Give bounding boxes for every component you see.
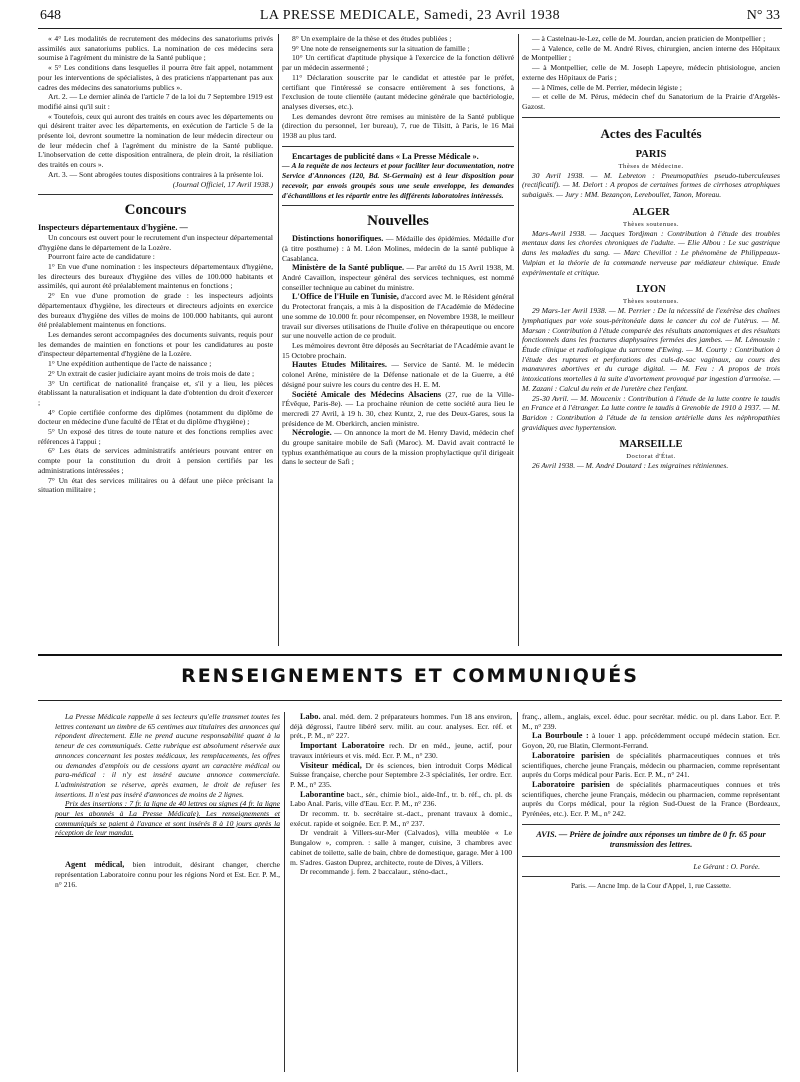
column-divider (518, 34, 519, 646)
paragraph: « 5° Les conditions dans lesquelles il pourra être fait appel, notamment pour les interventions de spécialistes, à des praticiens n'appartenant pas aux cadres des médecins des sanatoriums publics ». (38, 63, 273, 92)
ad-text: Dr recommande j. fem. 2 baccalaur., sténo-dact., (300, 867, 448, 877)
ad-text: franç., allem., anglais, excel. éduc. pour secrétar. médic. ou pl. dans Labor. Ecr. P. M., n° 239. (522, 712, 780, 731)
avis-notice: AVIS. — Prière de joindre aux réponses un timbre de 0 fr. 65 pour transmission des lettres. (536, 829, 766, 850)
ad-text: Dr ès sciences, bien introduit Corps Médical Suisse française, cherche pour Septembre 2-3 spécialités, 1er ordre. Ecr. P. M., n° 235. (290, 760, 512, 789)
column-divider (278, 34, 279, 646)
ad-heading: Agent médical, (65, 860, 125, 870)
item-heading: L'Office de l'Huile en Tunisie, (292, 292, 399, 302)
item-text: d'accord avec M. le Résident général du Protectorat français, a mis à la disposition de l'Académie de Médecine une somme de 10.000 fr. pour récompenser, en Novembre 1938, le meilleur travail sur diverses utilisations de l'huile d'olive en thérapeutique ou encore sur une nouvelle action de ce produit. (282, 292, 514, 341)
paragraph: 1° En vue d'une nomination : les inspecteurs départementaux d'hygiène, les directeurs des bureaux d'hygiène des villes de 100.000 habitants et assimilés, qui auront été préalablement maintenus en fonctions ; (38, 262, 273, 291)
notice-text: La Presse Médicale rappelle à ses lecteurs qu'elle transmet toutes les lettres contenant un timbre de 65 centimes aux titulaires des annonces qui répondent directement. Elle ne prend aucune responsabilité quant à la teneur de ces communiqués. Cette rubrique est absolument réservée aux annonces concernant les postes médicaux, les remplacements, les offres ou demandes d'emplois ou de cessions ayant un caractère médical ou para-médical : il n'y est inséré aucune annonce commerciale. L'administration se réserve, après examen, le droit de refuser les insertions. Il n'est pas inséré d'annonces de moins de 2 lignes. (55, 712, 280, 799)
section-rule (38, 654, 782, 656)
city-heading-lyon: LYON (636, 284, 666, 296)
paragraph: 29 Mars-1er Avril 1938. — M. Perrier : De la nécessité de l'exérèse des chaînes lymphatiques par voie sous-péritonéale dans le cancer du col de l'utérus. — M. Marsan : Contribution à l'étude comparée des résultats anatomiques et des résultats fonctionnels dans les fractures diaphysaires fermées des jambes. — M. Lémousin : Étude clinique et radiologique du sarcome d'Ewing. — M. Courty : Contribution à l'étude des ruptures et perforations des culs-de-sac vaginaux, au cours des manœuvres abortives et du curage digital. — M. Feu : A propos de trois intoxications mortelles à la suite d'avortement provoqué par ingestion d'armoise. — M. Zazani : Calcul du rein et de l'uretère chez l'enfant. (522, 306, 780, 393)
city-heading-paris: PARIS (635, 148, 667, 160)
paragraph: 25-30 Avril. — M. Moucenix : Contribution à l'étude de la lutte contre le taudis en France et à l'étranger. La lutte contre le taudis à Grenoble de 1910 à 1937. — M. Baridon : Contribution à l'étude de la tension artérielle dans les néphropathies gravidiques avec hypertension. (522, 393, 780, 432)
ad-text: Dr recomm. tr. b. secrétaire st.-dact., prenant travaux à domic., exécut. rapide et soignée. Ecr. P. M., n° 237. (290, 809, 512, 828)
divider (522, 876, 780, 877)
divider (282, 146, 514, 147)
city-heading-alger: ALGER (632, 206, 670, 218)
paragraph: 3° Un certificat de nationalité française et, s'il y a lieu, les pièces établissant la naturalisation et indiquant la date d'obtention du droit d'exercer ; (38, 378, 273, 407)
subheading: Thèses soutenues. (622, 298, 680, 306)
ad-text: de spécialités pharmaceutiques connues et très scientifiques, cherche jeune Français, médecin ou pharmacien, comme représentant auprès du Corps médical, pour la région Sud-Ouest de la France (Bordeaux, Pyrénées, etc.). Ecr. P. M., n° 242. (522, 779, 780, 819)
ad-heading: Visiteur médical, (300, 760, 362, 770)
ad-heading: Laboratoire parisien (532, 750, 610, 760)
divider (522, 117, 780, 118)
paragraph: Mars-Avril 1938. — Jacques Tordjman : Contribution à l'étude des troubles mentaux dans les chorées chroniques de l'adulte. — Elie Albou : Le suc gastrique dans les maladies du sang. — Marc Chevillot : Le phénomène de Philippeaux-Vulpian et la théorie de la commande nerveuse par médiateur chimique. Etude expérimentale et critique. (522, 228, 780, 277)
paragraph: Les demandes devront être remises au ministère de la Santé publique (direction du personnel, 1er bureau), 7, rue de Tilsitt, à Paris, le 16 Mai 1938 au plus tard. (282, 111, 514, 141)
section-title-actes: Actes des Facultés (600, 125, 702, 141)
paragraph: « Toutefois, ceux qui auront des traités en cours avec les départements ou qui désirent traiter avec les départements, en exécution de l'article 5 de la présente loi, devront soumettre la nomination de leur médecin directeur ou de leur médecin chef à l'agrément du ministre de la Santé publique. L'inobservation de cette disposition entraînera, de plein droit, la résiliation des traités en cours ». (38, 111, 273, 170)
subheading: Doctorat d'État. (626, 453, 676, 461)
bottom-column-3 (522, 712, 780, 892)
ad-text: anal. méd. dem. 2 préparateurs hommes. l'un 18 ans environ, déjà dégrossi, l'autre libéré serv. milit. au cour. analyses. Ecr. réf. et prét., P. M., n° 227. (290, 712, 512, 741)
paragraph: 7° Un état des services militaires ou à défaut une pièce précisant la situation militaire ; (38, 475, 273, 495)
paragraph: Pourront faire acte de candidature : (48, 252, 155, 262)
paragraph: 6° Les états de services administratifs antérieurs pouvant entrer en compte pour la constitution du droit à pension certifiés par les administrations intéressées ; (38, 446, 273, 475)
paragraph: 1° Une expédition authentique de l'acte de naissance ; (48, 359, 212, 369)
gerant-signature: Le Gérant : O. Porée. (693, 861, 760, 871)
item-heading: Ministère de la Santé publique. (292, 263, 405, 273)
divider (282, 205, 514, 206)
paragraph: 5° Un exposé des titres de toute nature et des fonctions remplies avec références à l'appui ; (38, 427, 273, 446)
ad-text: rech. Dr en méd., jeune, actif, pour travaux intérieurs et vis. méd. Ecr. P. M., n° 230. (290, 741, 512, 760)
section-rule (38, 700, 782, 701)
paragraph: 11° Déclaration souscrite par le candidat et attestée par le préfet, certifiant que l'intéressé se consacre entièrement à ses fonctions, à l'exclusion de toute clientèle (autant médecine générale que bactériologie, analyses diverses, etc.). (282, 72, 514, 111)
paragraph: Art. 2. — Le dernier alinéa de l'article 7 de la loi du 7 Septembre 1919 est modifié ainsi qu'il suit : (38, 92, 273, 111)
column-3 (522, 34, 780, 471)
column-divider (517, 712, 518, 1072)
item-text: — Service de Santé. M. le médecin colonel Arène, ministère de la Défense nationale et de la Guerre, a été désigné pour suivre les cours du centre des H. E. M. (282, 360, 515, 389)
subheading: Thèses soutenues. (622, 220, 680, 228)
paragraph: — et celle de M. Pérus, médecin chef du Sanatorium de la Prairie d'Argelès-Gazost. (522, 92, 780, 111)
divider (38, 194, 273, 195)
column-2 (282, 34, 514, 467)
item-text: — Médaille des épidémies. Médaille d'or (à titre posthume) : à M. Léon Molines, médecin de la santé publique à Casablanca. (282, 234, 515, 263)
paragraph: 10° Un certificat d'aptitude physique à l'exercice de la fonction délivré par un médecin assermenté ; (282, 53, 514, 73)
ad-text: bien introduit, désirant changer, cherche représentation Laboratoire connu pour les régions Nord et Est. Ecr. P. M., n° 216. (55, 860, 280, 889)
paragraph: — à Castelnau-le-Lez, celle de M. Jourdan, ancien praticien de Montpellier ; (532, 34, 766, 43)
encartage-text: — A la requête de nos lecteurs et pour faciliter leur documentation, notre Service d'Annonces (120, Bd. St-Germain) est à leur disposition pour recevoir, par envois groupés sous une seule enveloppe, les demandes d'échantillons et les répartir entre les différents laboratoires intéressés. (282, 161, 514, 200)
column-1 (38, 34, 273, 495)
ad-heading: Laboratoire parisien (532, 779, 610, 789)
ad-heading: Important Laboratoire (300, 741, 385, 751)
item-heading: Nécrologie. (292, 428, 332, 438)
item-heading: Hautes Etudes Militaires. (292, 360, 387, 370)
encartage-heading: Encartages de publicité dans « La Presse Médicale ». (292, 151, 479, 161)
paragraph: 2° En vue d'une promotion de grade : les inspecteurs adjoints départementaux d'hygiène, les directeurs et directeurs adjoints en exercice des bureaux d'hygiène des villes de moins de 100.000 habitants, qui auront été préalablement maintenus en fonctions. (38, 291, 273, 330)
subsection-heading: Inspecteurs départementaux d'hygiène. — (38, 223, 188, 233)
paragraph: Un concours est ouvert pour le recrutement d'un inspecteur départemental d'hygiène dans le département de la Lozère. (38, 232, 273, 252)
item-heading: Distinctions honorifiques. (292, 234, 384, 244)
paragraph: — à Montpellier, celle de M. Joseph Lapeyre, médecin phtisiologue, ancien externe des Hôpitaux de Paris ; (522, 63, 780, 82)
ad-heading: Laborantine (300, 789, 345, 799)
paragraph: Les mémoires devront être déposés au Secrétariat de l'Académie avant le 15 Octobre prochain. (282, 340, 514, 360)
page-header (40, 8, 780, 28)
header-rule (38, 28, 782, 29)
pricing-text: Prix des insertions : 7 fr. la ligne de 40 lettres ou signes (4 fr. la ligne pour les abonnés à La Presse Médicale). Les renseignements et communiqués se paient à l'avance et sont insérés 8 à 10 jours après la réception de leur mandat. (55, 799, 280, 838)
paragraph: Les demandes seront accompagnées des documents suivants, requis pour les demandes de maintien en fonctions et pour les candidatures au poste d'inspecteur départemental d'hygiène de la Lozère. (38, 329, 273, 359)
item-text: — On annonce la mort de M. Henry David, médecin chef du groupe sanitaire mobile de Safi (Maroc). M. David avait contracté le typhus exanthématique au cours de la mission prophylactique qu'il dirigeait dans le secteur de Safi ; (282, 428, 514, 467)
paragraph: 26 Avril 1938. — M. André Doutard : Les migraines rétiniennes. (532, 461, 729, 471)
subheading: Thèses de Médecine. (618, 162, 684, 170)
item-text: (27, rue de la Ville-l'Évêque, Paris-8e). — La prochaine réunion de cette société aura lieu le mercredi 27 Avril, à 19 h. 30, chez Kuntz, 2, rue des Deux-Gares, sous la présidence de M. Oberkirch, ancien ministre. (282, 389, 514, 428)
paragraph: 2° Un extrait de casier judiciaire ayant moins de trois mois de date ; (48, 368, 255, 378)
bottom-column-2 (290, 712, 512, 877)
ad-text: bact., sér., chimie biol., aide-Inf., tr. b. réf., ch. pl. ds Labo Anal. Paris, ville d'Eau. Ecr. P. M., n° 236. (290, 789, 512, 809)
paragraph: 30 Avril 1938. — M. Lebreton : Pneumopathies pseudo-tuberculeuses (rectificatif). — M. Delort : A propos de certaines formes de cirrhoses atrophiques subaiguës. — Jury : MM. Bezançon, Lereboullet, Tanon, Moreau. (522, 170, 780, 200)
source-citation: (Journal Officiel, 17 Avril 1938.) (172, 179, 273, 189)
paragraph: « 4° Les modalités de recrutement des médecins des sanatoriums privés assimilés aux sanatoriums publics. La nomination de ces médecins sera soumise à l'agrément du ministre de la Santé publique ; (38, 34, 273, 63)
column-divider (284, 712, 285, 1072)
paragraph: — à Nîmes, celle de M. Perrier, médecin légiste ; (532, 82, 682, 92)
paragraph: — à Valence, celle de M. André Rives, chirurgien, ancien interne des Hôpitaux de Montpellier ; (522, 43, 780, 63)
section-title-nouvelles: Nouvelles (367, 213, 429, 230)
issue-number: N° 33 (746, 8, 780, 23)
divider (522, 856, 780, 857)
item-text: — Par arrêté du 15 Avril 1938, M. André Cavaillon, inspecteur général des services techniques, est nommé conseiller technique au cabinet du ministre. (282, 263, 514, 292)
item-heading: Société Amicale des Médecins Alsaciens (292, 389, 442, 399)
paragraph: 9° Une note de renseignements sur la situation de famille ; (292, 43, 470, 53)
ad-heading: La Bourboule : (532, 731, 589, 741)
paragraph: 4° Copie certifiée conforme des diplômes (notamment du diplôme de docteur en médecine d'une faculté de l'État et du diplôme d'hygiène) ; (38, 407, 273, 427)
banner-title: RENSEIGNEMENTS ET COMMUNIQUÉS (181, 665, 639, 687)
journal-title: LA PRESSE MEDICALE, Samedi, 23 Avril 1938 (259, 8, 561, 23)
paragraph: Art. 3. — Sont abrogées toutes dispositions contraires à la présente loi. (48, 169, 264, 179)
page-number: 648 (40, 8, 61, 23)
ad-text: à louer 1 app. précédemment occupé médecin station. Ecr. Goyon, 20, rue Blatin, Clermont-Ferrand. (522, 731, 780, 751)
divider (522, 824, 780, 825)
printer-imprint: Paris. — Ancne Imp. de la Cour d'Appel, 1, rue Cassette. (571, 882, 731, 891)
paragraph: 8° Un exemplaire de la thèse et des études publiées ; (292, 34, 452, 43)
ad-heading: Labo. (300, 712, 321, 721)
section-title-concours: Concours (124, 202, 187, 219)
city-heading-marseille: MARSEILLE (619, 439, 683, 451)
bottom-column-1 (55, 712, 280, 889)
ad-text: Dr vendrait à Villers-sur-Mer (Calvados), villa meublée « Le Bungalow », compren. : salle à manger, cuisine, 3 chambres avec cabinet de toilette, salle de bain, chbre de domestique, garage. Mer à 100 m. S'adres. Gaston Duprez, architecte, route de Dives, à Villers. (290, 828, 512, 867)
ad-text: de spécialités pharmaceutiques connues et très scientifiques, cherche jeune Français, médecin ou pharmacien, comme représentant auprès du Corps médical pour Paris. Ecr. P. M., n° 241. (522, 750, 780, 780)
